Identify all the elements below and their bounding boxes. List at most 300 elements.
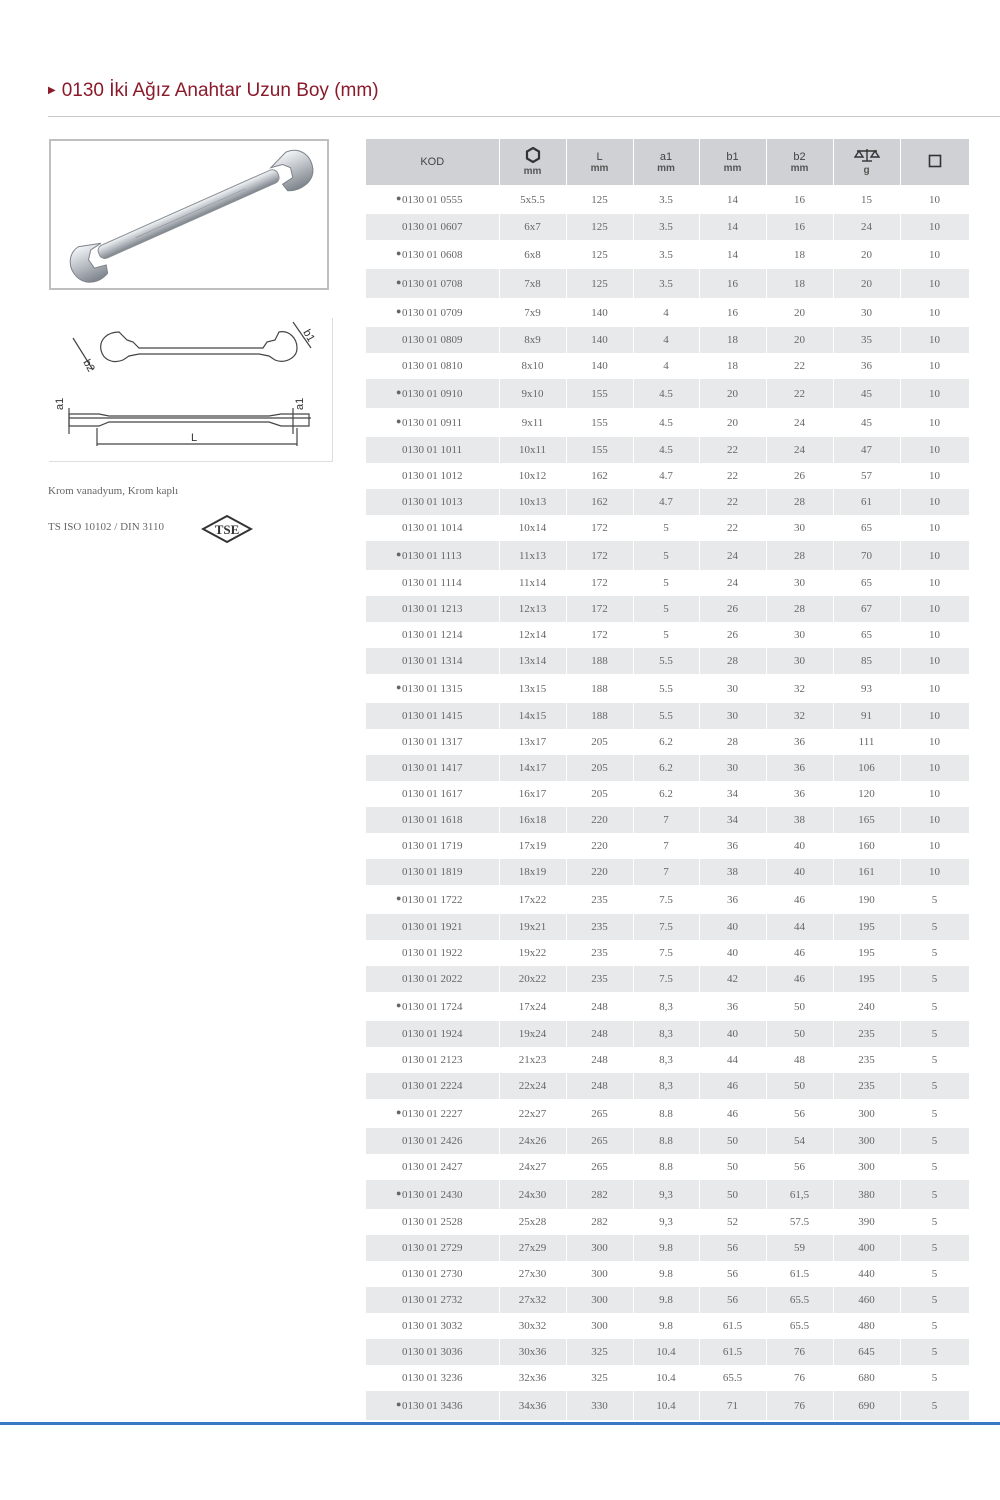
length-cell: 300 bbox=[566, 1287, 633, 1313]
size-cell: 6x7 bbox=[499, 214, 566, 240]
code-cell bbox=[366, 781, 499, 807]
quantity-cell: 10 bbox=[900, 269, 969, 298]
code-cell bbox=[366, 1154, 499, 1180]
code-cell bbox=[366, 622, 499, 648]
product-code: 0130 01 1722 bbox=[402, 894, 463, 906]
product-code: 0130 01 1921 bbox=[402, 921, 463, 933]
a1-cell: 4 bbox=[633, 353, 699, 379]
code-cell bbox=[366, 729, 499, 755]
length-cell: 172 bbox=[566, 541, 633, 570]
b2-cell: 48 bbox=[766, 1047, 833, 1073]
b2-cell: 28 bbox=[766, 541, 833, 570]
product-code: 0130 01 0709 bbox=[402, 307, 463, 319]
product-code: 0130 01 2430 bbox=[402, 1189, 463, 1201]
size-cell: 10x13 bbox=[499, 489, 566, 515]
size-cell: 30x36 bbox=[499, 1339, 566, 1365]
b1-cell: 36 bbox=[699, 833, 766, 859]
quantity-cell: 10 bbox=[900, 408, 969, 437]
code-cell bbox=[366, 1180, 499, 1209]
new-item-marker-icon: ● bbox=[396, 893, 402, 903]
length-cell: 188 bbox=[566, 674, 633, 703]
length-cell: 155 bbox=[566, 437, 633, 463]
a1-cell: 7 bbox=[633, 859, 699, 885]
weight-cell: 36 bbox=[833, 353, 900, 379]
b1-cell: 36 bbox=[699, 992, 766, 1021]
b1-cell: 56 bbox=[699, 1235, 766, 1261]
product-code: 0130 01 3036 bbox=[402, 1346, 463, 1358]
length-cell: 300 bbox=[566, 1261, 633, 1287]
length-cell: 140 bbox=[566, 327, 633, 353]
table-row bbox=[366, 807, 969, 833]
weight-cell: 235 bbox=[833, 1073, 900, 1099]
quantity-cell: 10 bbox=[900, 541, 969, 570]
quantity-cell: 5 bbox=[900, 1180, 969, 1209]
b2-cell: 50 bbox=[766, 1021, 833, 1047]
table-row bbox=[366, 1209, 969, 1235]
code-cell bbox=[366, 1365, 499, 1391]
size-cell: 19x24 bbox=[499, 1021, 566, 1047]
length-cell: 172 bbox=[566, 570, 633, 596]
code-cell bbox=[366, 240, 499, 269]
b2-cell: 22 bbox=[766, 379, 833, 408]
a1-cell: 9.8 bbox=[633, 1287, 699, 1313]
weight-cell: 120 bbox=[833, 781, 900, 807]
code-cell bbox=[366, 596, 499, 622]
table-row bbox=[366, 966, 969, 992]
table-row bbox=[366, 353, 969, 379]
length-cell: 248 bbox=[566, 1021, 633, 1047]
length-cell: 205 bbox=[566, 781, 633, 807]
quantity-cell: 5 bbox=[900, 1047, 969, 1073]
quantity-cell: 10 bbox=[900, 755, 969, 781]
code-cell bbox=[366, 703, 499, 729]
table-row bbox=[366, 1365, 969, 1391]
wrench-photo-image bbox=[51, 141, 327, 288]
header-code: KOD bbox=[366, 139, 499, 185]
b2-cell: 32 bbox=[766, 674, 833, 703]
header-package bbox=[900, 139, 969, 185]
standard-note: TS ISO 10102 / DIN 3110 bbox=[48, 521, 165, 533]
table-row bbox=[366, 1287, 969, 1313]
size-cell: 22x27 bbox=[499, 1099, 566, 1128]
b2-cell: 24 bbox=[766, 408, 833, 437]
table-row bbox=[366, 1313, 969, 1339]
code-cell bbox=[366, 833, 499, 859]
size-cell: 34x36 bbox=[499, 1391, 566, 1420]
new-item-marker-icon: ● bbox=[396, 277, 402, 287]
b1-cell: 22 bbox=[699, 515, 766, 541]
table-row bbox=[366, 755, 969, 781]
a1-cell: 9,3 bbox=[633, 1209, 699, 1235]
product-code: 0130 01 2732 bbox=[402, 1294, 463, 1306]
b1-cell: 44 bbox=[699, 1047, 766, 1073]
size-cell: 11x14 bbox=[499, 570, 566, 596]
quantity-cell: 5 bbox=[900, 966, 969, 992]
table-row bbox=[366, 1235, 969, 1261]
b1-cell: 26 bbox=[699, 622, 766, 648]
a1-cell: 10.4 bbox=[633, 1339, 699, 1365]
size-cell: 18x19 bbox=[499, 859, 566, 885]
length-cell: 325 bbox=[566, 1339, 633, 1365]
header-a1: a1 mm bbox=[633, 139, 699, 185]
size-cell: 25x28 bbox=[499, 1209, 566, 1235]
table-row bbox=[366, 463, 969, 489]
table-row bbox=[366, 1391, 969, 1420]
scale-icon bbox=[854, 148, 880, 162]
product-code: 0130 01 1114 bbox=[402, 577, 462, 589]
product-code: 0130 01 1724 bbox=[402, 1001, 463, 1013]
a1-cell: 4.7 bbox=[633, 463, 699, 489]
a1-cell: 4.5 bbox=[633, 437, 699, 463]
new-item-marker-icon: ● bbox=[396, 387, 402, 397]
size-cell: 9x10 bbox=[499, 379, 566, 408]
code-cell bbox=[366, 992, 499, 1021]
b2-cell: 76 bbox=[766, 1339, 833, 1365]
quantity-cell: 10 bbox=[900, 596, 969, 622]
code-cell bbox=[366, 437, 499, 463]
code-cell bbox=[366, 914, 499, 940]
new-item-marker-icon: ● bbox=[396, 193, 402, 203]
table-row bbox=[366, 1154, 969, 1180]
length-cell: 220 bbox=[566, 859, 633, 885]
weight-cell: 195 bbox=[833, 966, 900, 992]
code-cell bbox=[366, 1099, 499, 1128]
product-code: 0130 01 1924 bbox=[402, 1028, 463, 1040]
size-cell: 7x8 bbox=[499, 269, 566, 298]
size-cell: 10x14 bbox=[499, 515, 566, 541]
b1-cell: 61.5 bbox=[699, 1313, 766, 1339]
weight-cell: 195 bbox=[833, 914, 900, 940]
size-cell: 14x15 bbox=[499, 703, 566, 729]
b1-cell: 34 bbox=[699, 807, 766, 833]
size-cell: 12x13 bbox=[499, 596, 566, 622]
weight-cell: 195 bbox=[833, 940, 900, 966]
b2-cell: 50 bbox=[766, 1073, 833, 1099]
size-cell: 30x32 bbox=[499, 1313, 566, 1339]
table-row bbox=[366, 859, 969, 885]
code-cell bbox=[366, 1287, 499, 1313]
code-cell bbox=[366, 515, 499, 541]
a1-cell: 9.8 bbox=[633, 1313, 699, 1339]
length-cell: 282 bbox=[566, 1209, 633, 1235]
code-cell bbox=[366, 379, 499, 408]
weight-cell: 300 bbox=[833, 1154, 900, 1180]
product-code: 0130 01 2729 bbox=[402, 1242, 463, 1254]
b2-cell: 28 bbox=[766, 596, 833, 622]
b1-cell: 46 bbox=[699, 1073, 766, 1099]
code-cell bbox=[366, 648, 499, 674]
length-cell: 248 bbox=[566, 1073, 633, 1099]
table-row bbox=[366, 781, 969, 807]
length-cell: 235 bbox=[566, 966, 633, 992]
a1-cell: 5 bbox=[633, 596, 699, 622]
quantity-cell: 10 bbox=[900, 214, 969, 240]
quantity-cell: 10 bbox=[900, 703, 969, 729]
size-cell: 13x14 bbox=[499, 648, 566, 674]
weight-cell: 690 bbox=[833, 1391, 900, 1420]
product-code: 0130 01 1417 bbox=[402, 762, 463, 774]
a1-cell: 7.5 bbox=[633, 966, 699, 992]
product-code: 0130 01 2022 bbox=[402, 973, 463, 985]
weight-cell: 20 bbox=[833, 269, 900, 298]
quantity-cell: 5 bbox=[900, 914, 969, 940]
code-cell bbox=[366, 1021, 499, 1047]
size-cell: 16x17 bbox=[499, 781, 566, 807]
a1-cell: 3.5 bbox=[633, 240, 699, 269]
new-item-marker-icon: ● bbox=[396, 682, 402, 692]
a1-cell: 8,3 bbox=[633, 1047, 699, 1073]
size-cell: 6x8 bbox=[499, 240, 566, 269]
b1-cell: 14 bbox=[699, 240, 766, 269]
weight-cell: 65 bbox=[833, 622, 900, 648]
b1-cell: 22 bbox=[699, 489, 766, 515]
code-cell bbox=[366, 755, 499, 781]
product-code: 0130 01 2123 bbox=[402, 1054, 463, 1066]
b1-cell: 18 bbox=[699, 353, 766, 379]
weight-cell: 190 bbox=[833, 885, 900, 914]
table-row bbox=[366, 379, 969, 408]
a1-cell: 10.4 bbox=[633, 1365, 699, 1391]
product-code: 0130 01 1012 bbox=[402, 470, 463, 482]
code-cell bbox=[366, 1209, 499, 1235]
a1-cell: 8,3 bbox=[633, 1021, 699, 1047]
b2-cell: 28 bbox=[766, 489, 833, 515]
quantity-cell: 10 bbox=[900, 622, 969, 648]
length-cell: 220 bbox=[566, 833, 633, 859]
a1-cell: 5.5 bbox=[633, 674, 699, 703]
length-cell: 330 bbox=[566, 1391, 633, 1420]
a1-cell: 4.5 bbox=[633, 379, 699, 408]
code-cell bbox=[366, 269, 499, 298]
b1-cell: 40 bbox=[699, 914, 766, 940]
quantity-cell: 10 bbox=[900, 240, 969, 269]
tse-logo bbox=[201, 514, 253, 544]
size-cell: 8x10 bbox=[499, 353, 566, 379]
code-cell bbox=[366, 966, 499, 992]
quantity-cell: 5 bbox=[900, 1073, 969, 1099]
b2-cell: 61.5 bbox=[766, 1261, 833, 1287]
size-cell: 32x36 bbox=[499, 1365, 566, 1391]
b2-cell: 50 bbox=[766, 992, 833, 1021]
product-code: 0130 01 2427 bbox=[402, 1161, 463, 1173]
quantity-cell: 5 bbox=[900, 992, 969, 1021]
table-row bbox=[366, 703, 969, 729]
code-cell bbox=[366, 185, 499, 214]
table-row bbox=[366, 674, 969, 703]
length-cell: 125 bbox=[566, 240, 633, 269]
length-cell: 140 bbox=[566, 353, 633, 379]
a1-cell: 8.8 bbox=[633, 1128, 699, 1154]
product-code: 0130 01 3236 bbox=[402, 1372, 463, 1384]
product-code: 0130 01 2227 bbox=[402, 1108, 463, 1120]
product-code: 0130 01 1719 bbox=[402, 840, 463, 852]
size-cell: 27x32 bbox=[499, 1287, 566, 1313]
length-cell: 125 bbox=[566, 269, 633, 298]
weight-cell: 70 bbox=[833, 541, 900, 570]
size-cell: 5x5.5 bbox=[499, 185, 566, 214]
table-row bbox=[366, 298, 969, 327]
a1-cell: 4.5 bbox=[633, 408, 699, 437]
quantity-cell: 10 bbox=[900, 298, 969, 327]
code-cell bbox=[366, 1235, 499, 1261]
weight-cell: 235 bbox=[833, 1047, 900, 1073]
a1-cell: 4 bbox=[633, 327, 699, 353]
b2-cell: 26 bbox=[766, 463, 833, 489]
b1-cell: 65.5 bbox=[699, 1365, 766, 1391]
product-code: 0130 01 2426 bbox=[402, 1135, 463, 1147]
quantity-cell: 5 bbox=[900, 1128, 969, 1154]
b2-cell: 76 bbox=[766, 1391, 833, 1420]
table-row bbox=[366, 240, 969, 269]
quantity-cell: 5 bbox=[900, 1099, 969, 1128]
weight-cell: 35 bbox=[833, 327, 900, 353]
b1-cell: 56 bbox=[699, 1261, 766, 1287]
spec-table-body bbox=[366, 185, 969, 1420]
b1-cell: 52 bbox=[699, 1209, 766, 1235]
length-cell: 282 bbox=[566, 1180, 633, 1209]
table-row bbox=[366, 570, 969, 596]
length-cell: 300 bbox=[566, 1235, 633, 1261]
b1-cell: 26 bbox=[699, 596, 766, 622]
quantity-cell: 5 bbox=[900, 1391, 969, 1420]
length-cell: 205 bbox=[566, 755, 633, 781]
quantity-cell: 5 bbox=[900, 1261, 969, 1287]
a1-cell: 5 bbox=[633, 541, 699, 570]
b2-cell: 59 bbox=[766, 1235, 833, 1261]
a1-cell: 7.5 bbox=[633, 940, 699, 966]
a1-cell: 3.5 bbox=[633, 214, 699, 240]
a1-cell: 10.4 bbox=[633, 1391, 699, 1420]
b2-cell: 36 bbox=[766, 729, 833, 755]
a1-cell: 5 bbox=[633, 622, 699, 648]
b2-cell: 20 bbox=[766, 327, 833, 353]
b2-cell: 65.5 bbox=[766, 1313, 833, 1339]
quantity-cell: 10 bbox=[900, 463, 969, 489]
b1-cell: 71 bbox=[699, 1391, 766, 1420]
quantity-cell: 10 bbox=[900, 570, 969, 596]
weight-cell: 380 bbox=[833, 1180, 900, 1209]
weight-cell: 15 bbox=[833, 185, 900, 214]
product-code: 0130 01 1618 bbox=[402, 814, 463, 826]
table-row bbox=[366, 1099, 969, 1128]
header-size: mm bbox=[499, 139, 566, 185]
code-cell bbox=[366, 940, 499, 966]
table-row bbox=[366, 269, 969, 298]
b2-cell: 56 bbox=[766, 1154, 833, 1180]
product-code: 0130 01 0708 bbox=[402, 278, 463, 290]
product-code: 0130 01 1415 bbox=[402, 710, 463, 722]
weight-cell: 61 bbox=[833, 489, 900, 515]
b1-cell: 40 bbox=[699, 1021, 766, 1047]
table-row bbox=[366, 1073, 969, 1099]
size-cell: 11x13 bbox=[499, 541, 566, 570]
code-cell bbox=[366, 408, 499, 437]
table-row bbox=[366, 914, 969, 940]
b2-cell: 65.5 bbox=[766, 1287, 833, 1313]
b2-cell: 24 bbox=[766, 437, 833, 463]
quantity-cell: 10 bbox=[900, 353, 969, 379]
table-row bbox=[366, 1339, 969, 1365]
b2-cell: 54 bbox=[766, 1128, 833, 1154]
table-row bbox=[366, 622, 969, 648]
new-item-marker-icon: ● bbox=[396, 248, 402, 258]
product-code: 0130 01 1617 bbox=[402, 788, 463, 800]
code-cell bbox=[366, 1313, 499, 1339]
length-cell: 155 bbox=[566, 379, 633, 408]
code-cell bbox=[366, 298, 499, 327]
size-cell: 24x27 bbox=[499, 1154, 566, 1180]
weight-cell: 91 bbox=[833, 703, 900, 729]
weight-cell: 460 bbox=[833, 1287, 900, 1313]
product-code: 0130 01 2528 bbox=[402, 1216, 463, 1228]
quantity-cell: 5 bbox=[900, 1154, 969, 1180]
product-code: 0130 01 2730 bbox=[402, 1268, 463, 1280]
length-cell: 265 bbox=[566, 1099, 633, 1128]
table-row bbox=[366, 833, 969, 859]
weight-cell: 300 bbox=[833, 1128, 900, 1154]
b1-cell: 14 bbox=[699, 214, 766, 240]
b2-cell: 30 bbox=[766, 648, 833, 674]
product-code: 0130 01 0607 bbox=[402, 221, 463, 233]
table-row bbox=[366, 489, 969, 515]
size-cell: 24x30 bbox=[499, 1180, 566, 1209]
new-item-marker-icon: ● bbox=[396, 549, 402, 559]
a1-cell: 5 bbox=[633, 570, 699, 596]
quantity-cell: 5 bbox=[900, 1209, 969, 1235]
table-row bbox=[366, 1047, 969, 1073]
b2-cell: 22 bbox=[766, 353, 833, 379]
b2-cell: 20 bbox=[766, 298, 833, 327]
a1-cell: 3.5 bbox=[633, 185, 699, 214]
box-icon bbox=[928, 154, 942, 168]
weight-cell: 240 bbox=[833, 992, 900, 1021]
b1-cell: 56 bbox=[699, 1287, 766, 1313]
code-cell bbox=[366, 327, 499, 353]
product-code: 0130 01 1317 bbox=[402, 736, 463, 748]
length-cell: 162 bbox=[566, 489, 633, 515]
weight-cell: 160 bbox=[833, 833, 900, 859]
product-code: 0130 01 0809 bbox=[402, 334, 463, 346]
a1-cell: 9.8 bbox=[633, 1261, 699, 1287]
weight-cell: 400 bbox=[833, 1235, 900, 1261]
material-note: Krom vanadyum, Krom kaplı bbox=[48, 485, 179, 497]
b1-cell: 61.5 bbox=[699, 1339, 766, 1365]
b2-cell: 38 bbox=[766, 807, 833, 833]
a1-cell: 8.8 bbox=[633, 1099, 699, 1128]
a1-cell: 6.2 bbox=[633, 755, 699, 781]
size-cell: 12x14 bbox=[499, 622, 566, 648]
size-cell: 17x24 bbox=[499, 992, 566, 1021]
new-item-marker-icon: ● bbox=[396, 1107, 402, 1117]
b2-cell: 40 bbox=[766, 859, 833, 885]
a1-cell: 9.8 bbox=[633, 1235, 699, 1261]
product-code: 0130 01 1213 bbox=[402, 603, 463, 615]
quantity-cell: 5 bbox=[900, 885, 969, 914]
b1-cell: 36 bbox=[699, 885, 766, 914]
b2-cell: 18 bbox=[766, 240, 833, 269]
b2-label: b2 bbox=[80, 357, 97, 375]
quantity-cell: 5 bbox=[900, 1235, 969, 1261]
b2-cell: 32 bbox=[766, 703, 833, 729]
b1-cell: 16 bbox=[699, 269, 766, 298]
table-row bbox=[366, 541, 969, 570]
b1-cell: 28 bbox=[699, 648, 766, 674]
a1-cell: 4.7 bbox=[633, 489, 699, 515]
weight-cell: 161 bbox=[833, 859, 900, 885]
length-cell: 325 bbox=[566, 1365, 633, 1391]
product-code: 0130 01 0810 bbox=[402, 360, 463, 372]
spec-table bbox=[366, 139, 970, 1420]
